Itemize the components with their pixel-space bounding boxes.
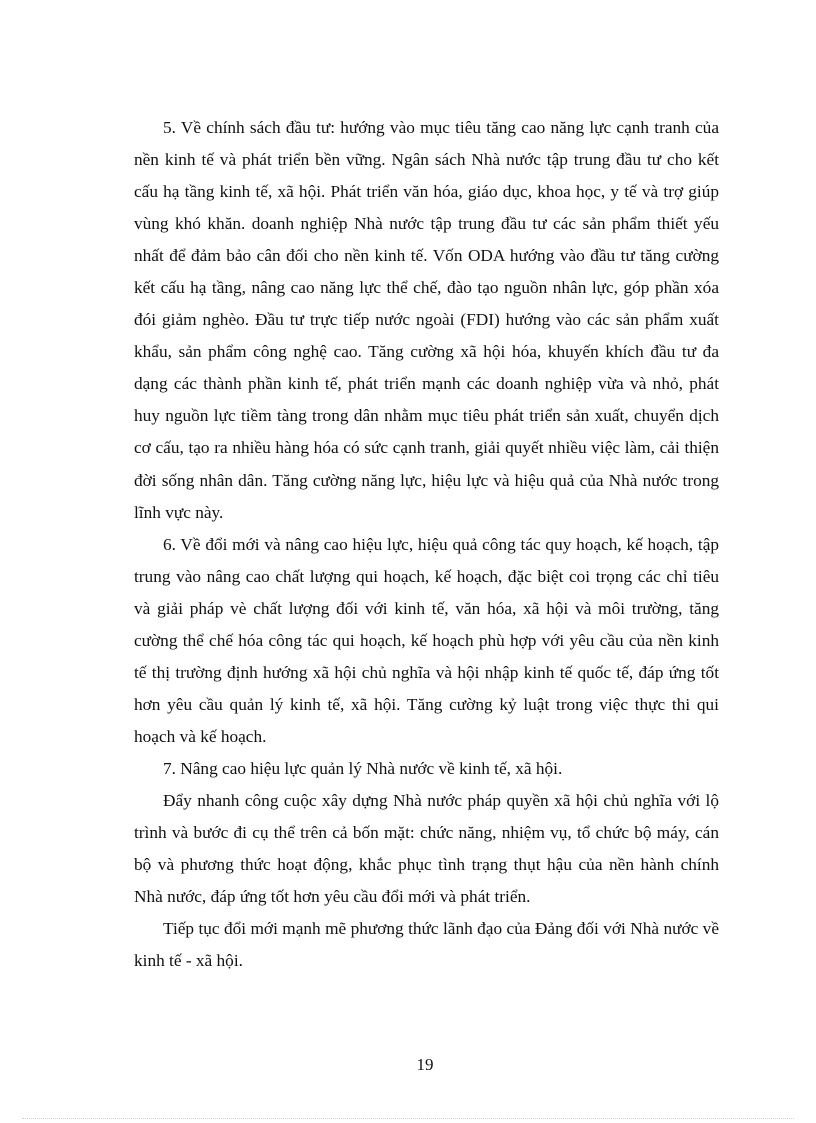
paragraph-planning-reform: 6. Về đổi mới và nâng cao hiệu lực, hiệu quả công tác quy hoạch, kế hoạch, tập trung vào nâng cao chất lượng qui hoạch, kế hoạch, đặc biệt coi trọng các chỉ tiêu và giải pháp vè chất lượng đối với kinh tế, văn hóa, xã hội và môi trường, tăng cường thể chế hóa công tác qui hoạch, kế hoạch phù hợp với yêu cầu của nền kinh tế thị trường định hướng xã hội chủ nghĩa và hội nhập kinh tế quốc tế, đáp ứng tốt hơn yêu cầu quản lý kinh tế, xã hội. Tăng cường kỷ luật trong việc thực thi qui hoạch và kế hoạch. [134,534,719,746]
paragraph-state-management-heading: 7. Nâng cao hiệu lực quản lý Nhà nước về kinh tế, xã hội. [163,758,563,778]
page-bottom-divider [22,1118,794,1119]
page-number: 19 [416,1055,434,1074]
paragraph-party-leadership: Tiếp tục đổi mới mạnh mẽ phương thức lãnh đạo của Đảng đối với Nhà nước về kinh tế - xã hội. [134,919,719,971]
body-text [134,112,719,977]
paragraph-rule-of-law-state: Đẩy nhanh công cuộc xây dựng Nhà nước pháp quyền xã hội chủ nghĩa với lộ trình và bước đi cụ thể trên cả bốn mặt: chức năng, nhiệm vụ, tổ chức bộ máy, cán bộ và phương thức hoạt động, khắc phục tình trạng thụt hậu của nền hành chính Nhà nước, đáp ứng tốt hơn yêu cầu đổi mới và phát triển. [134,790,719,907]
paragraph-investment-policy: 5. Về chính sách đầu tư: hướng vào mục tiêu tăng cao năng lực cạnh tranh của nền kinh tế và phát triển bền vững. Ngân sách Nhà nước tập trung đầu tư cho kết cấu hạ tầng kinh tế, xã hội. Phát triển văn hóa, giáo dục, khoa học, y tế và trợ giúp vùng khó khăn. doanh nghiệp Nhà nước tập trung đầu tư các sản phẩm thiết yếu nhất để đảm bảo cân đối cho nền kinh tế. Vốn ODA hướng vào đầu tư tăng cường kết cấu hạ tầng, nâng cao năng lực thể chế, đào tạo nguồn nhân lực, góp phần xóa đói giảm nghèo. Đầu tư trực tiếp nước ngoài (FDI) hướng vào các sản phẩm xuất khẩu, sản phẩm công nghệ cao. Tăng cường xã hội hóa, khuyến khích đầu tư đa dạng các thành phần kinh tế, phát triển mạnh các doanh nghiệp vừa và nhỏ, phát huy nguồn lực tiềm tàng trong dân nhằm mục tiêu phát triển sản xuất, chuyển dịch cơ cấu, tạo ra nhiều hàng hóa có sức cạnh tranh, giải quyết nhiều việc làm, cải thiện đời sống nhân dân. Tăng cường năng lực, hiệu lực và hiệu quả của Nhà nước trong lĩnh vực này. [134,118,719,522]
